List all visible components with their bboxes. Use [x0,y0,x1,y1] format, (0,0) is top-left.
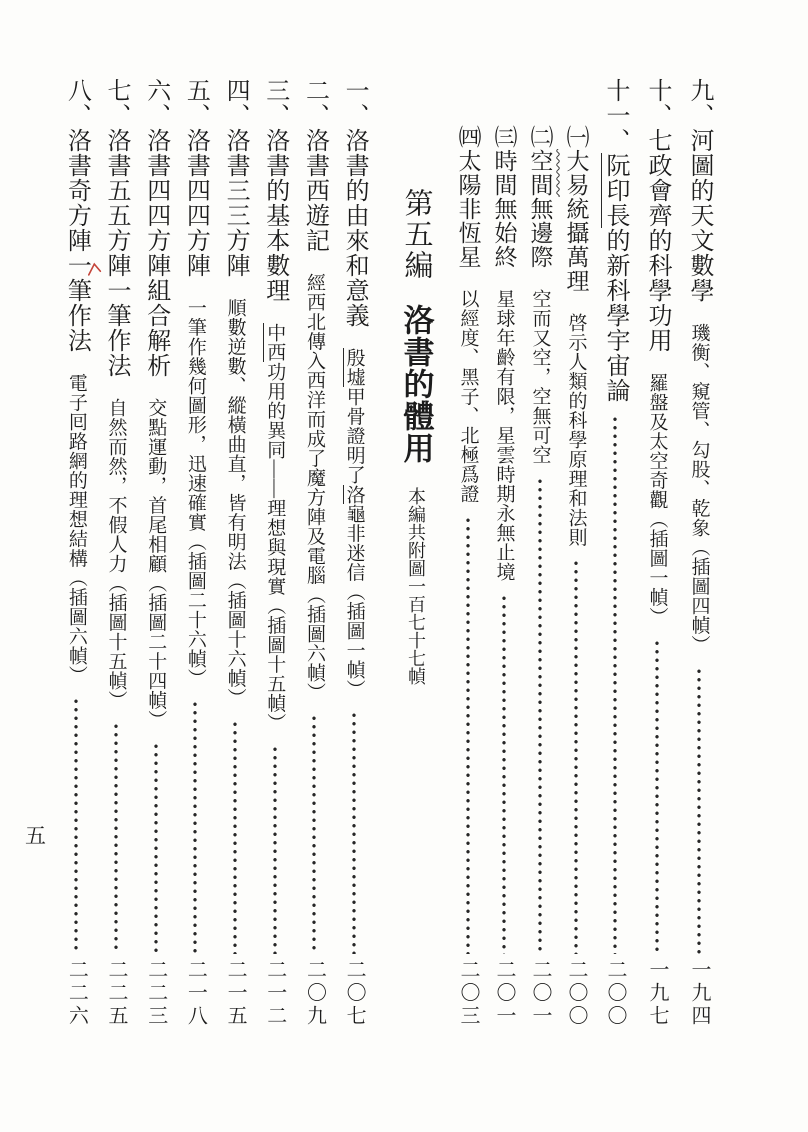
dotted-leader [113,722,119,954]
entry-title [565,125,588,293]
entry-title-text: 洛書的基本數理 [261,128,288,303]
entry-title-text: 洛書西遊記 [301,128,328,253]
entry-title [687,78,711,303]
entry-page-number: 二〇九 [303,959,326,1028]
entry-subtitle: 以經度、黑子、北極爲證 [457,289,479,504]
entry-number: ㈣ [455,125,481,149]
entry-title [603,78,627,403]
toc-entry-8 [57,78,97,1028]
toc-left-group [56,78,374,1028]
entry-number: 九、 [686,78,712,128]
entry-page-number: 二一八 [184,959,207,1028]
entry-title [457,125,480,269]
entry-title-text: 空間無邊際 [527,149,553,269]
entry-title-text: 洛書的由來和意義 [341,128,368,328]
entry-title [223,78,247,278]
book-title-mark: 大易 [563,149,589,197]
entry-page-number: 二二六 [65,959,88,1028]
proper-name-mark: 洛 [343,484,365,504]
entry-subtitle: 自然而然，不假人力（插圖十五幀） [105,398,127,710]
entry-subtitle: 星球年齡有限，星雲時期永無止境 [493,289,515,582]
entry-title [64,78,88,353]
entry-page-number: 二〇七 [343,959,366,1028]
dotted-leader [612,415,618,954]
entry-subtitle [265,323,284,733]
part-number: 第五編 [400,188,433,281]
entry-subtitle: 交點運動，首尾相顧（插圖二十四幀） [145,398,167,730]
dotted-leader [465,516,471,955]
entry-number: 八、 [63,78,90,128]
entry-title-text: 洛書奇方陣一筆作法 [63,128,90,353]
toc-entry-2 [295,78,335,1028]
part-note: 本編共附圖一百七十七幀 [406,487,426,685]
entry-title [183,78,207,278]
entry-subtitle: 空而又空，空無可空 [529,289,551,465]
entry-subtitle [345,348,364,699]
entry-number: ㈠ [563,125,589,149]
toc-entry-3 [255,78,295,1028]
subtitle-text: 甲骨證明了 [343,387,365,485]
entry-title [263,78,287,303]
toc-subentry-2 [522,78,558,1028]
entry-title-text: 七政會齊的科學功用 [644,128,670,353]
entry-subtitle: 電子囘路網的理想結構（插圖六幀） [65,373,87,685]
entry-number: 五、 [182,78,209,128]
entry-number: 十、 [644,78,670,128]
entry-number: 二、 [301,78,328,128]
entry-page-number: 一九七 [646,959,668,1028]
toc-subentry-4 [450,78,486,1028]
proper-name-mark: 中西 [264,323,286,362]
entry-title [144,78,168,378]
entry-subtitle: 經西北傳入西洋而成了魔方陣及電腦（插圖六幀） [303,273,325,702]
proper-name-mark: 阮印長 [602,153,628,228]
entry-page-number: 二〇〇 [565,959,587,1028]
toc-right-group [448,78,720,1028]
toc-entry-5 [176,78,216,1028]
entry-title [302,78,326,253]
entry-subtitle: 一筆作幾何圖形，迅速確實（插圖二十六幀） [184,298,206,688]
entry-title [645,78,669,353]
entry-title-text: 統攝萬理 [563,197,589,293]
entry-page-number: 二〇〇 [604,959,626,1028]
dotted-leader [232,720,238,955]
part-title: 洛書的體用 [398,304,434,464]
entry-subtitle: 羅盤及太空奇觀（插圖一幀） [646,373,668,627]
toc-entry-4 [215,78,255,1028]
entry-title-text: 時間無始終 [491,149,517,269]
entry-number: ㈡ [527,125,553,149]
toc-entry-6 [136,78,176,1028]
toc-entry-7 [96,78,136,1028]
proper-name-mark: 殷墟 [343,348,365,387]
toc-subentry-3 [486,78,522,1028]
dotted-leader [192,700,198,954]
entry-number: ㈢ [491,125,517,149]
entry-subtitle: 璣衡、窺管、勾股、乾象（插圖四幀） [688,323,710,655]
entry-number: 一、 [341,78,368,128]
entry-title [342,78,366,328]
folio-page-number: 五 [25,824,46,848]
dotted-leader [573,559,579,954]
entry-subtitle: 順數逆數、縱橫曲直，皆有明法（插圖十六幀） [224,298,246,708]
entry-title-text: 洛書四四方陣 [182,128,209,278]
dotted-leader [311,714,317,954]
entry-title [529,125,552,269]
dotted-leader [272,745,278,955]
dotted-leader [537,477,543,955]
toc-entry-10 [636,78,678,1028]
entry-number: 六、 [142,78,169,128]
dotted-leader [501,594,507,955]
entry-title-text: 洛書三三方陣 [222,128,249,278]
toc-subentry-1 [558,78,594,1028]
entry-title-text: 河圖的天文數學 [686,128,712,303]
dotted-leader [73,697,79,954]
dotted-leader [654,639,660,955]
toc-entry-9 [678,78,720,1028]
dotted-leader [351,711,357,954]
dotted-leader [696,667,702,955]
entry-number: 七、 [103,78,130,128]
entry-page-number: 二二三 [144,959,167,1028]
dotted-leader [153,742,159,955]
entry-title [493,125,516,269]
entry-number: 三、 [261,78,288,128]
entry-title-text: 洛書五五方陣一筆作法 [103,128,130,378]
entry-number: 十一、 [602,78,628,153]
entry-title-text: 的新科學宇宙論 [602,228,628,403]
entry-page-number: 二〇三 [457,959,479,1028]
subtitle-text: 龜非迷信（插圖一幀） [343,504,365,699]
entry-subtitle: 啓示人類的科學原理和法則 [565,313,587,547]
entry-page-number: 二二五 [105,959,128,1028]
entry-title-text: 洛書四四方陣組合解析 [142,128,169,378]
subtitle-text: 功用的異同——理想與現實（插圖十五幀） [264,362,286,733]
toc-entry-1 [334,78,374,1028]
entry-number: 四、 [222,78,249,128]
entry-page-number: 二〇一 [529,959,551,1028]
toc-entry-11 [594,78,636,1028]
entry-title [104,78,128,378]
entry-page-number: 二一五 [224,959,247,1028]
entry-page-number: 二〇一 [493,959,515,1028]
entry-title-text: 太陽非恆星 [455,149,481,269]
section-header [394,188,438,708]
entry-page-number: 二一二 [263,959,286,1028]
entry-page-number: 一九四 [688,959,710,1028]
red-annotation-caret-icon [85,261,105,277]
